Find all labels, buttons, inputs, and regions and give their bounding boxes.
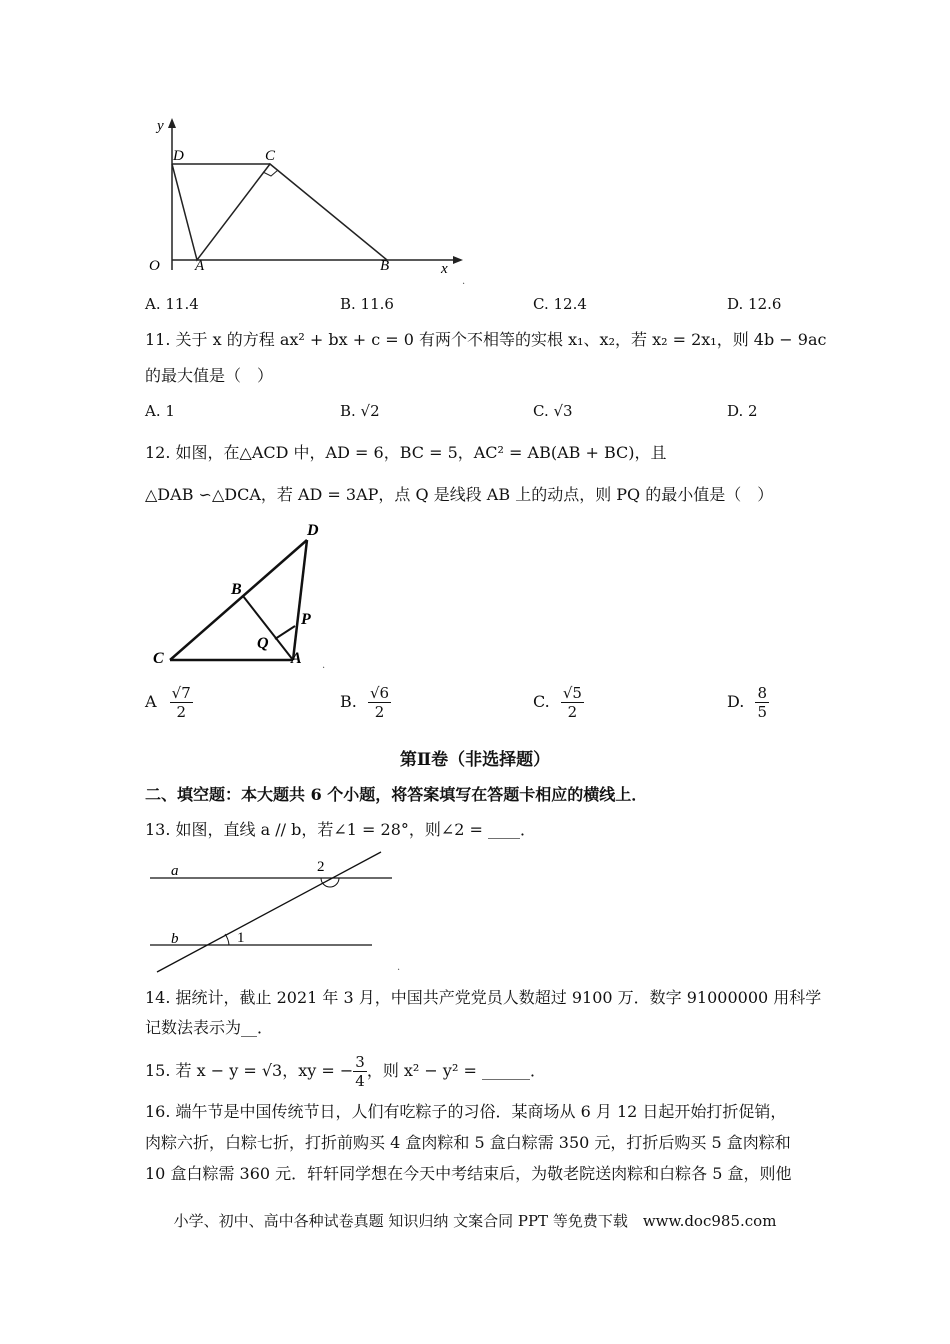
figure-q10-coordinate <box>135 110 475 290</box>
q11-line2: 的最大值是（ ） <box>145 366 274 385</box>
q11-line1: 11. 关于 x 的方程 ax² + bx + c = 0 有两个不相等的实根 x₁、x₂，若 x₂ = 2x₁，则 4b − 9ac <box>145 330 827 349</box>
option-c: C. 12.4 <box>533 295 587 313</box>
fraction: $\frac{√5}{2}$ <box>562 684 582 721</box>
q16-line3: 10 盒白粽需 360 元．轩轩同学想在今天中考结束后，为敬老院送肉粽和白粽各 5 盒，则他 <box>145 1164 792 1183</box>
q12-line1: 12. 如图，在△ACD 中，AD = 6，BC = 5，AC² = AB(AB + BC)，且 <box>145 443 667 462</box>
point-Q-label: Q <box>257 635 269 652</box>
point-B-label: B <box>231 581 242 598</box>
fraction: $\frac{3}{4}$ <box>355 1052 365 1090</box>
q14-line1: 14. 据统计，截止 2021 年 3 月，中国共产党党员人数超过 9100 万．数字 91000000 用科学 <box>145 988 822 1007</box>
paragraph-mark: . <box>322 660 326 671</box>
x-axis-label: x <box>441 261 448 277</box>
q13-text: 13. 如图，直线 a // b，若∠1 = 28°，则∠2 = ____． <box>145 820 537 839</box>
point-O-label: O <box>149 258 160 274</box>
option-c: C. √3 <box>533 402 573 420</box>
option-a: A. 1 <box>145 402 175 420</box>
option-b: B. $\frac{√6}{2}$ <box>340 684 390 721</box>
paragraph-mark: . <box>462 276 466 287</box>
option-d: D. 2 <box>727 402 758 420</box>
q14-line2: 记数法表示为__． <box>145 1018 274 1037</box>
q12-line2: △DAB ∽△DCA，若 AD = 3AP，点 Q 是线段 AB 上的动点，则 PQ 的最小值是（ ） <box>145 485 774 504</box>
page-footer: 小学、初中、高中各种试卷真题 知识归纳 文案合同 PPT 等免费下载 www.doc985.com <box>173 1212 777 1230</box>
q15-line: 15. 若 x − y = √3，xy = − $\frac{3}{4}$ ，则 x² − y² = ______． <box>145 1052 546 1090</box>
line-a-label: a <box>171 863 179 879</box>
q16-line1: 16. 端午节是中国传统节日，人们有吃粽子的习俗．某商场从 6 月 12 日起开始打折促销， <box>145 1102 787 1121</box>
section-title: 第Ⅱ卷（非选择题） <box>399 750 551 770</box>
point-C-label: C <box>265 148 276 164</box>
fraction: $\frac{√6}{2}$ <box>369 684 390 721</box>
angle-1-label: 1 <box>237 930 245 946</box>
fraction: $\frac{√7}{2}$ <box>171 684 191 721</box>
fraction: $\frac{8}{5}$ <box>757 684 767 721</box>
figure-q12-triangle <box>145 518 345 678</box>
q16-line2: 肉粽六折，白粽七折，打折前购买 4 盒肉粽和 5 盒白粽需 350 元，打折后购买 5 盒肉粽和 <box>145 1133 791 1152</box>
option-d: D. $\frac{8}{5}$ <box>727 684 767 721</box>
point-D-label: D <box>307 522 319 539</box>
option-b: B. 11.6 <box>340 295 394 313</box>
point-D-label: D <box>173 148 184 164</box>
y-axis-label: y <box>157 118 164 134</box>
paragraph-mark: . <box>397 962 401 973</box>
option-a: A. 11.4 <box>145 295 199 313</box>
option-c: C. $\frac{√5}{2}$ <box>533 684 582 721</box>
option-a: A $\frac{√7}{2}$ <box>145 684 191 721</box>
line-b-label: b <box>171 931 179 947</box>
point-C-label: C <box>153 650 164 667</box>
option-d: D. 12.6 <box>727 295 782 313</box>
point-P-label: P <box>301 611 311 628</box>
section-heading: 二、填空题：本大题共 6 个小题，将答案填写在答题卡相应的横线上． <box>145 785 648 804</box>
point-B-label: B <box>380 258 390 274</box>
point-A-label: A <box>195 258 205 274</box>
angle-2-label: 2 <box>317 859 325 875</box>
point-A-label: A <box>291 650 302 667</box>
option-b: B. √2 <box>340 402 380 420</box>
figure-q13-parallel-lines <box>145 845 405 980</box>
